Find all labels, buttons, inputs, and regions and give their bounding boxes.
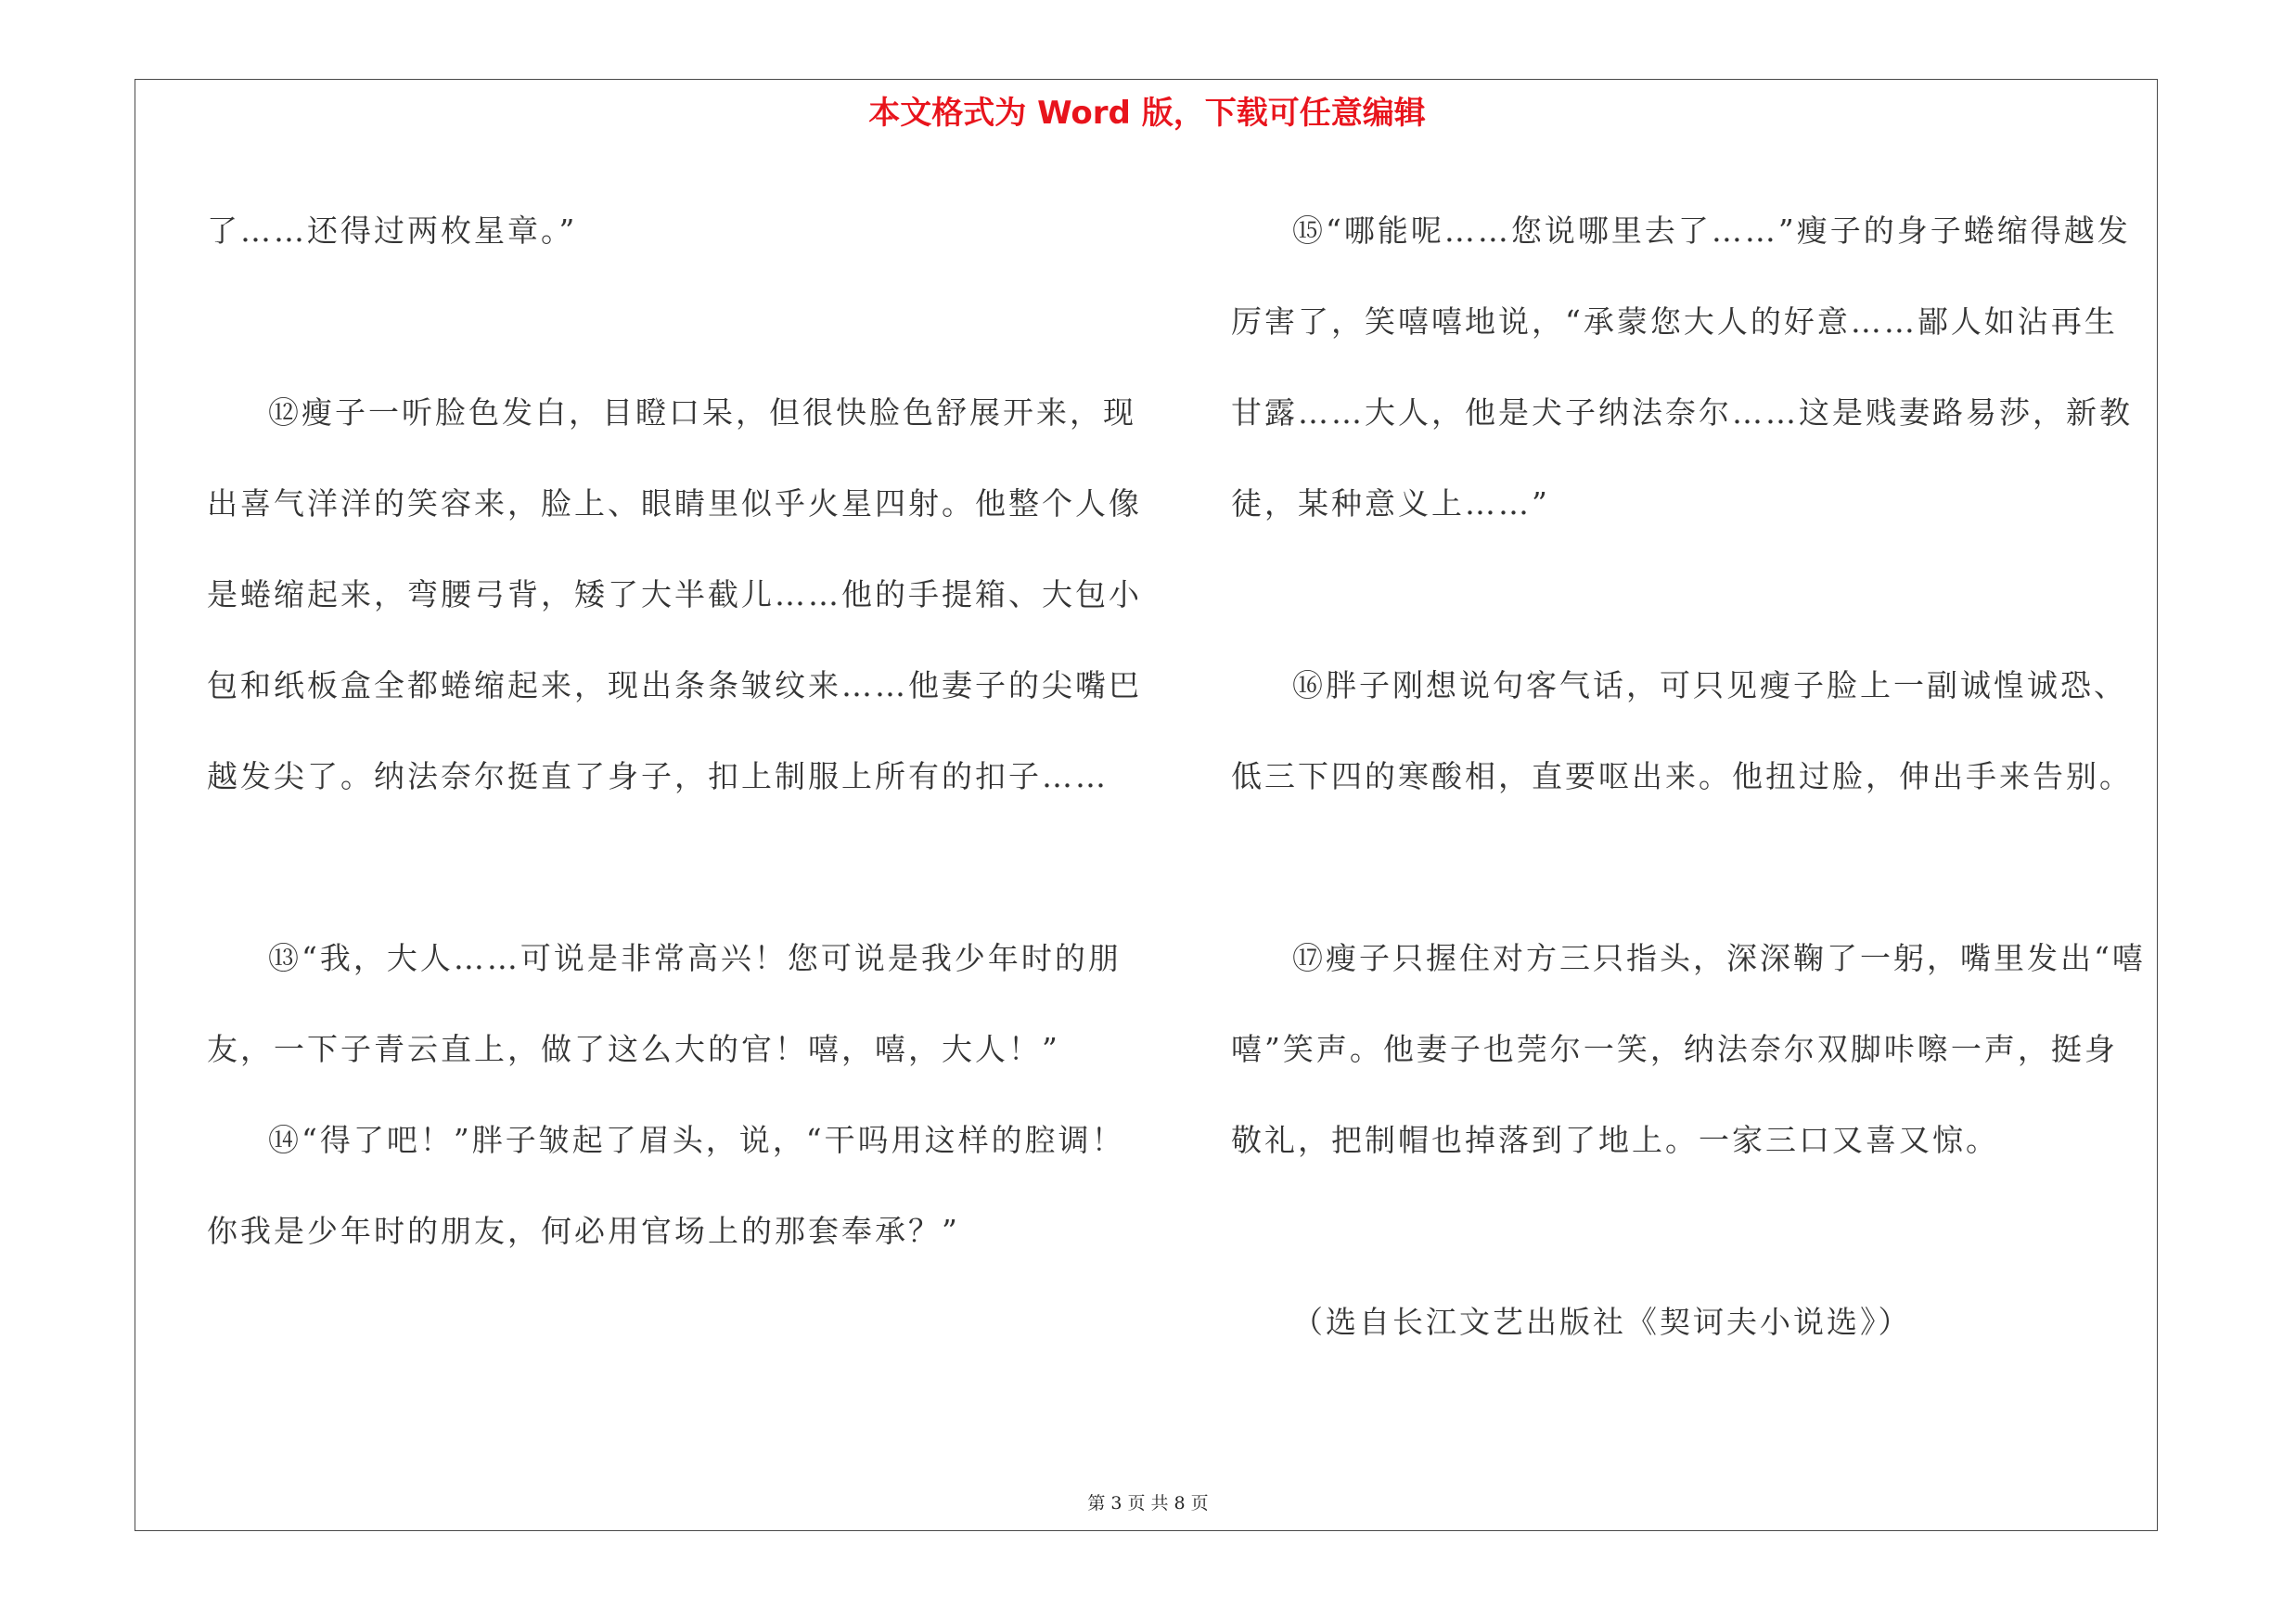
paragraph-15: ⑮“哪能呢……您说哪里去了……”瘦子的身子蜷缩得越发厉害了，笑嘻嘻地说，“承蒙您大人的好意……鄙人如沾再生甘露……大人，他是犬子纳法奈尔……这是贱妻路易莎，新教徒，某种意义上……” — [1231, 213, 2133, 522]
right-column — [1231, 186, 2149, 1368]
paragraph-14: ⑭“得了吧！”胖子皱起了眉头，说，“干吗用这样的腔调！你我是少年时的朋友，何必用官场上的那套奉承？” — [207, 1122, 1125, 1249]
paragraph-12: ⑫瘦子一听脸色发白，目瞪口呆，但很快脸色舒展开来，现出喜气洋洋的笑容来，脸上、眼睛里似乎火星四射。他整个人像是蜷缩起来，弯腰弓背，矮了大半截儿……他的手提箱、大包小包和纸板盒全都蜷缩起来，现出条条皱纹来……他妻子的尖嘴巴越发尖了。纳法奈尔挺直了身子，扣上制服上所有的扣子…… — [207, 394, 1142, 794]
source-citation: （选自长江文艺出版社《契诃夫小说选》） — [1292, 1304, 1912, 1340]
left-column — [207, 186, 1144, 1277]
page-number-footer: 第 3 页 共 8 页 — [1087, 1493, 1209, 1514]
paragraph-11-end: 了……还得过两枚星章。” — [207, 213, 578, 249]
paragraph-17: ⑰瘦子只握住对方三只指头，深深鞠了一躬，嘴里发出“嘻嘻”笑声。他妻子也莞尔一笑，纳法奈尔双脚咔嚓一声，挺身敬礼，把制帽也掉落到了地上。一家三口又喜又惊。 — [1231, 940, 2146, 1158]
paragraph-13: ⑬“我，大人……可说是非常高兴！您可说是我少年时的朋友，一下子青云直上，做了这么大的官！嘻，嘻，大人！” — [207, 940, 1122, 1067]
header-note: 本文格式为 Word 版，下载可任意编辑 — [868, 95, 1426, 132]
paragraph-16: ⑯胖子刚想说句客气话，可只见瘦子脸上一副诚惶诚恐、低三下四的寒酸相，直要呕出来。他扭过脸，伸出手来告别。 — [1231, 667, 2133, 794]
